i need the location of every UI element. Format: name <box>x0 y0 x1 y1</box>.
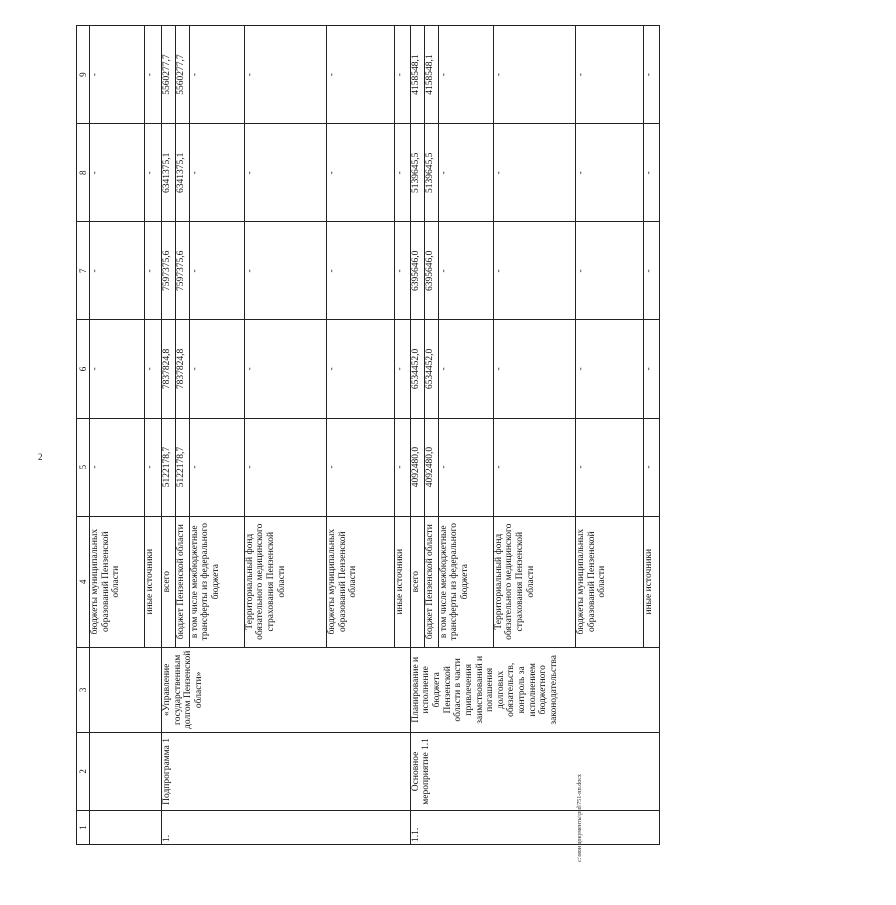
responsible-cell: Планирование и исполнение бюджета Пензенской области в части привлечения заимствований и погашения долговых обязательств, контроль за исполнением бюджетного законодательства <box>410 647 659 732</box>
value-cell: - <box>395 124 411 222</box>
continuation-row <box>90 26 145 845</box>
header-cell: 7 <box>77 222 90 320</box>
value-cell: - <box>189 124 244 222</box>
source-cell: Территориальный фонд обязательного медицинского страхования Пензенской области <box>493 516 576 647</box>
value-cell: - <box>90 418 145 516</box>
source-cell: иные источники <box>644 516 660 647</box>
value-cell: - <box>438 124 493 222</box>
value-cell: - <box>145 418 162 516</box>
source-cell: иные источники <box>395 516 411 647</box>
value-cell: - <box>244 124 327 222</box>
footer-file-path: c:\мои документы\psd\751-пп.docx <box>577 774 583 862</box>
table-row <box>161 26 175 845</box>
value-cell: 7597375,6 <box>161 222 175 320</box>
value-cell: 6395646,0 <box>424 222 438 320</box>
value-cell: 4092480,0 <box>424 418 438 516</box>
value-cell: - <box>189 418 244 516</box>
value-cell: - <box>395 418 411 516</box>
source-cell: бюджеты муниципальных образований Пензенской области <box>327 516 395 647</box>
value-cell: - <box>644 418 660 516</box>
value-cell: - <box>438 320 493 418</box>
value-cell: 6395646,0 <box>410 222 424 320</box>
value-cell: - <box>576 320 644 418</box>
responsible-cell <box>90 647 162 732</box>
value-cell: 4092480,0 <box>410 418 424 516</box>
value-cell: - <box>493 222 576 320</box>
value-cell: - <box>327 320 395 418</box>
value-cell: - <box>90 26 145 124</box>
value-cell: - <box>644 320 660 418</box>
source-cell: иные источники <box>145 516 162 647</box>
value-cell: 5122178,7 <box>161 418 175 516</box>
source-cell: всего <box>161 516 175 647</box>
value-cell: 5122178,7 <box>175 418 189 516</box>
value-cell: - <box>327 124 395 222</box>
value-cell: - <box>644 222 660 320</box>
row-number-cell: 1. <box>161 810 410 844</box>
value-cell: - <box>327 418 395 516</box>
value-cell: 5560277,7 <box>161 26 175 124</box>
value-cell: - <box>189 320 244 418</box>
header-cell: 9 <box>77 26 90 124</box>
header-cell: 8 <box>77 124 90 222</box>
responsible-cell: «Управление государственным долгом Пензенской области» <box>161 647 410 732</box>
value-cell: 6534452,0 <box>410 320 424 418</box>
value-cell: - <box>395 26 411 124</box>
source-cell: всего <box>410 516 424 647</box>
value-cell: 6341375,1 <box>175 124 189 222</box>
value-cell: - <box>644 26 660 124</box>
value-cell: - <box>576 418 644 516</box>
value-cell: - <box>438 418 493 516</box>
value-cell: - <box>145 222 162 320</box>
header-cell: 2 <box>77 732 90 810</box>
value-cell: 4158548,1 <box>424 26 438 124</box>
row-number-cell: 1.1. <box>410 810 659 844</box>
value-cell: - <box>327 222 395 320</box>
value-cell: - <box>438 26 493 124</box>
value-cell: 7837824,8 <box>161 320 175 418</box>
value-cell: - <box>493 124 576 222</box>
value-cell: - <box>438 222 493 320</box>
value-cell: - <box>145 124 162 222</box>
value-cell: - <box>244 222 327 320</box>
value-cell: - <box>145 320 162 418</box>
value-cell: 6341375,1 <box>161 124 175 222</box>
source-cell: бюджет Пензенской области <box>424 516 438 647</box>
value-cell: - <box>493 320 576 418</box>
value-cell: - <box>90 222 145 320</box>
header-cell: 4 <box>77 516 90 647</box>
source-cell: бюджет Пензенской области <box>175 516 189 647</box>
header-cell: 1 <box>77 810 90 844</box>
value-cell: - <box>145 26 162 124</box>
header-row <box>77 26 90 845</box>
value-cell: - <box>189 26 244 124</box>
value-cell: - <box>576 222 644 320</box>
source-cell: бюджеты муниципальных образований Пензенской области <box>576 516 644 647</box>
program-name-cell <box>90 732 162 810</box>
header-cell: 5 <box>77 418 90 516</box>
header-cell: 3 <box>77 647 90 732</box>
source-cell: в том числе межбюджетные трансферты из федерального бюджета <box>189 516 244 647</box>
program-name-cell: Основное мероприятие 1.1 <box>410 732 659 810</box>
value-cell: - <box>327 26 395 124</box>
value-cell: - <box>90 320 145 418</box>
source-cell: бюджеты муниципальных образований Пензенской области <box>90 516 145 647</box>
value-cell: - <box>189 222 244 320</box>
table-row <box>410 26 424 845</box>
value-cell: - <box>644 124 660 222</box>
value-cell: 4158548,1 <box>410 26 424 124</box>
value-cell: - <box>493 26 576 124</box>
row-number-cell <box>90 810 162 844</box>
value-cell: 5139645,5 <box>410 124 424 222</box>
page-number: 2 <box>38 452 43 462</box>
program-name-cell: Подпрограмма 1 <box>161 732 410 810</box>
value-cell: - <box>395 222 411 320</box>
value-cell: 5560277,7 <box>175 26 189 124</box>
value-cell: - <box>244 26 327 124</box>
value-cell: - <box>493 418 576 516</box>
funding-table <box>76 25 660 845</box>
funding-table-sheet <box>76 54 896 845</box>
value-cell: 7597375,6 <box>175 222 189 320</box>
header-cell: 6 <box>77 320 90 418</box>
value-cell: - <box>395 320 411 418</box>
source-cell: Территориальный фонд обязательного медицинского страхования Пензенской области <box>244 516 327 647</box>
value-cell: - <box>90 124 145 222</box>
value-cell: - <box>576 124 644 222</box>
value-cell: - <box>576 26 644 124</box>
value-cell: 7837824,8 <box>175 320 189 418</box>
value-cell: - <box>244 320 327 418</box>
source-cell: в том числе межбюджетные трансферты из федерального бюджета <box>438 516 493 647</box>
value-cell: 6534452,0 <box>424 320 438 418</box>
value-cell: - <box>244 418 327 516</box>
value-cell: 5139645,5 <box>424 124 438 222</box>
